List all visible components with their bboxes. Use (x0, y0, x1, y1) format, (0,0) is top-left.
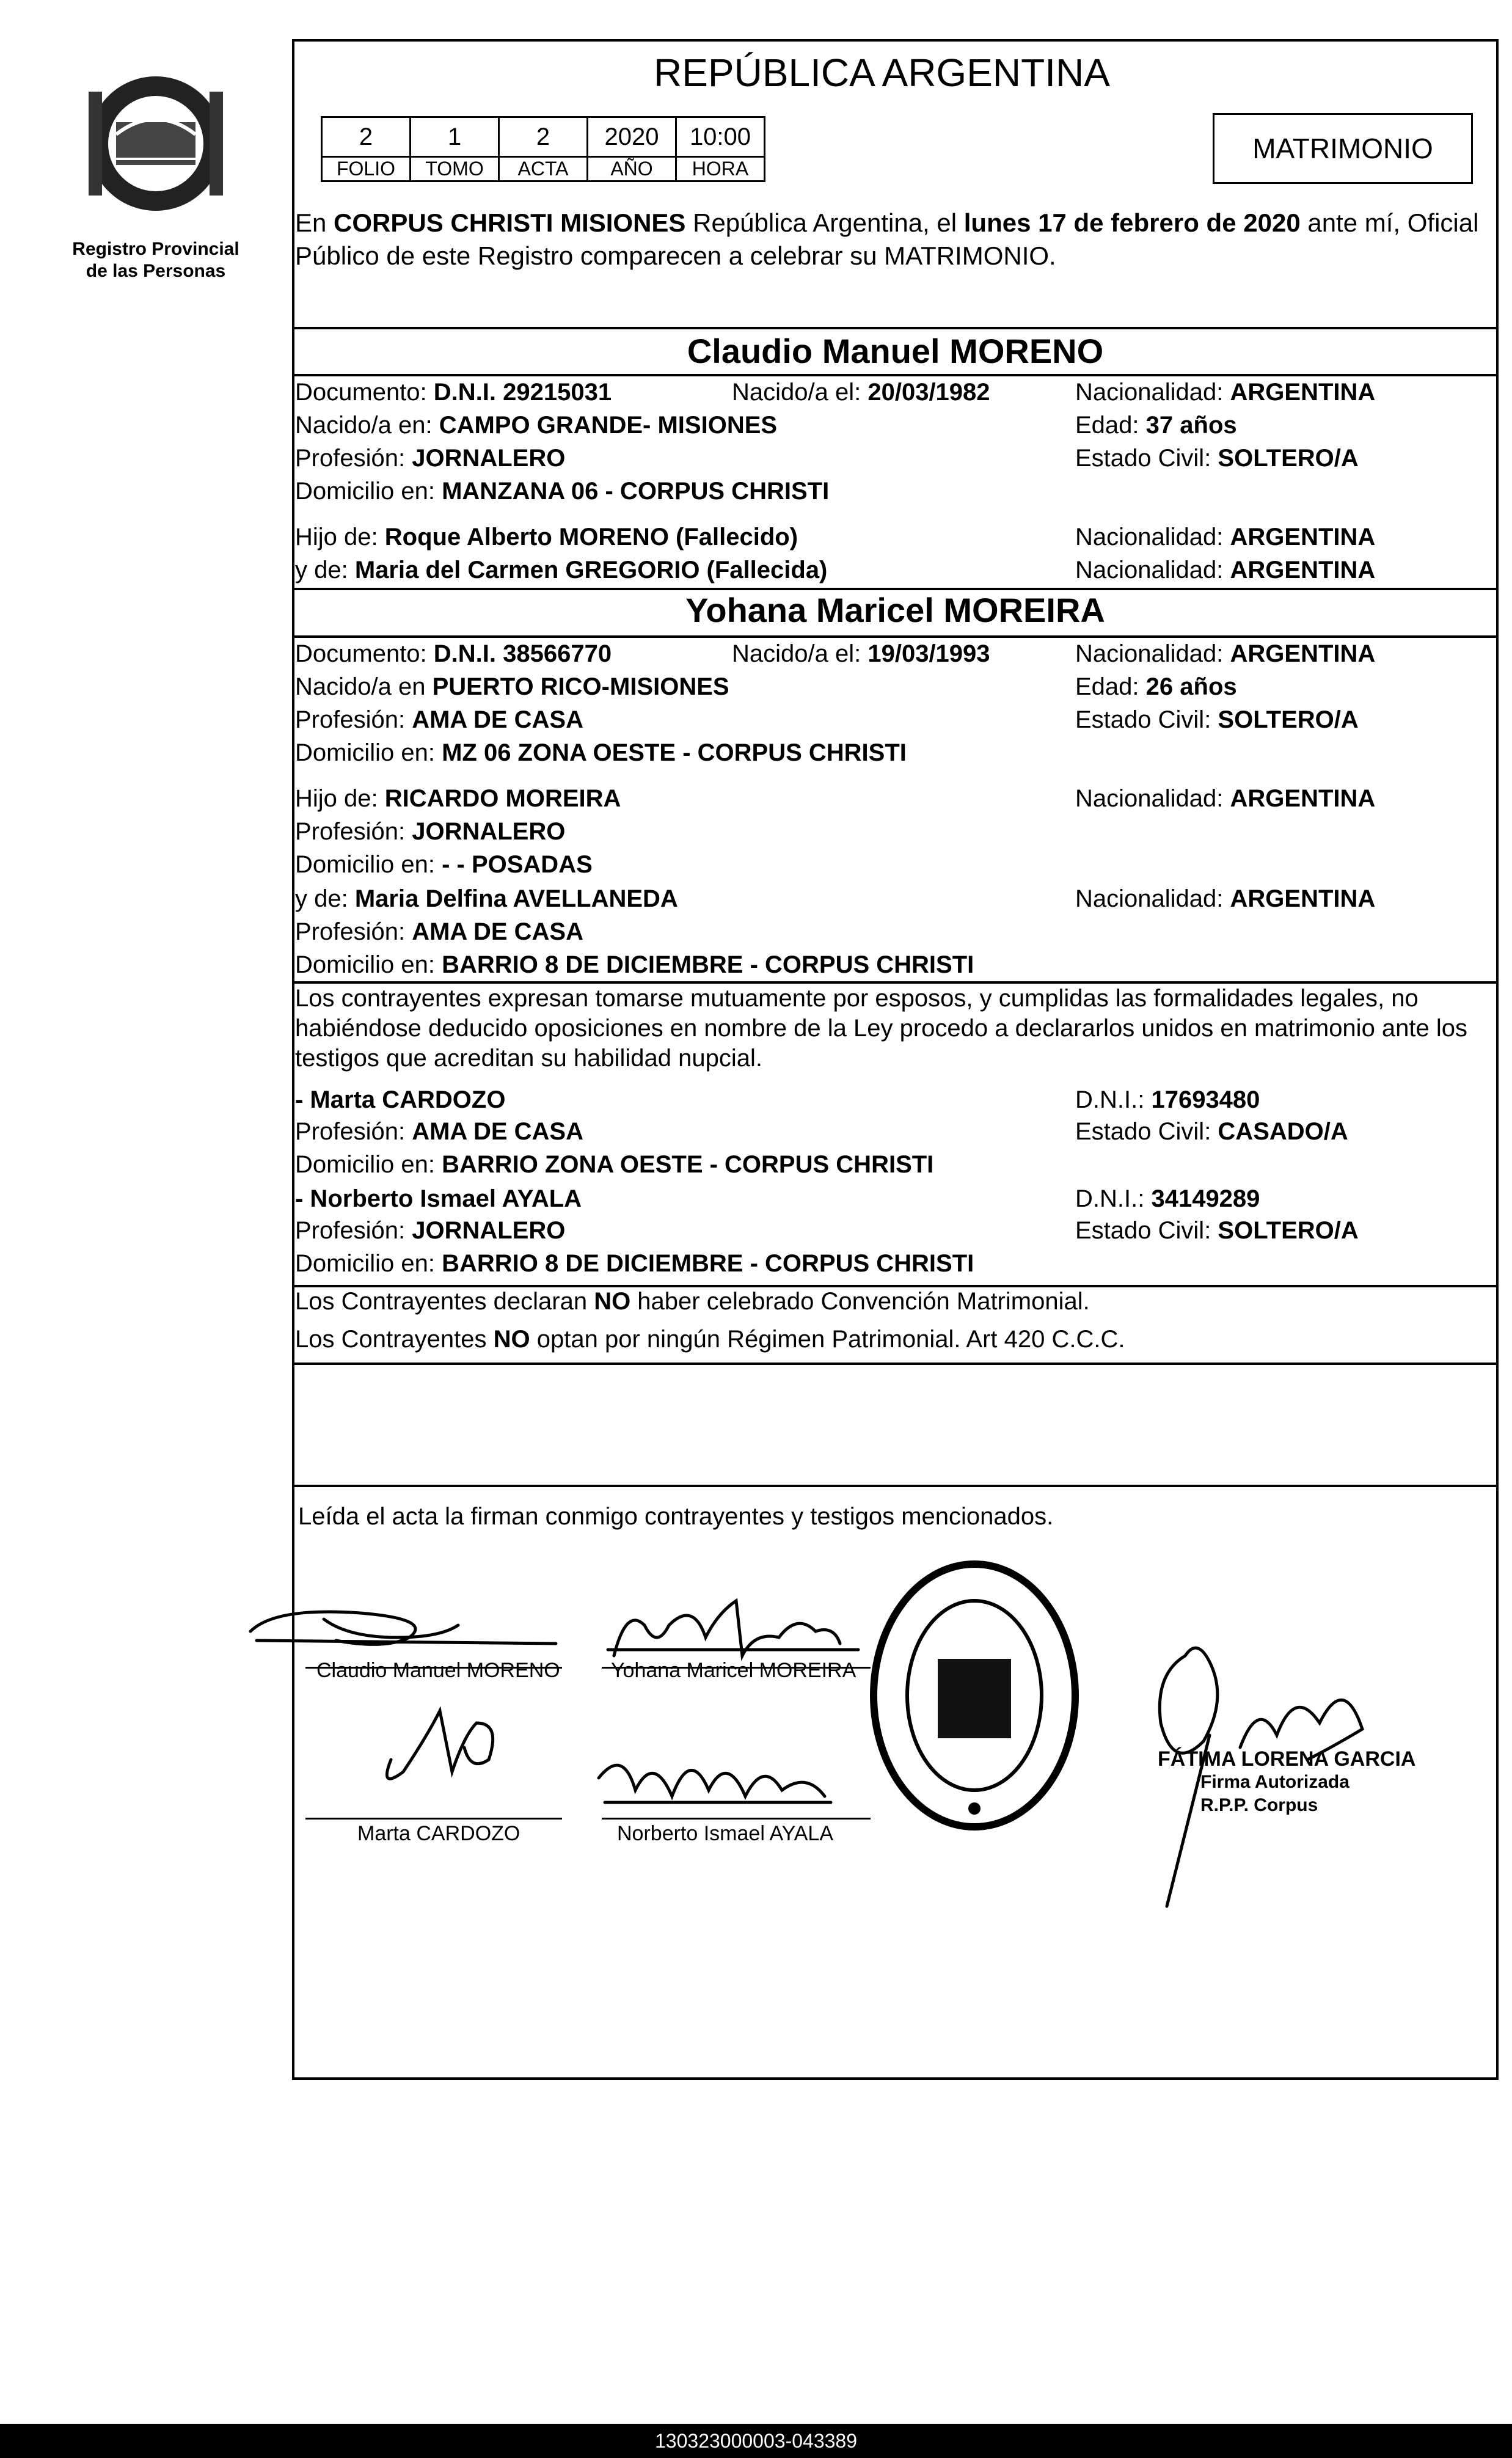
tomo-value: 1 (411, 117, 499, 157)
spouse2-nationality: Nacionalidad: ARGENTINA (1075, 640, 1376, 667)
spouse2-mother: y de: Maria Delfina AVELLANEDA (295, 885, 678, 912)
spouse2-father-domicile: Domicilio en: - - POSADAS (295, 851, 593, 878)
ano-label: AÑO (588, 157, 676, 181)
acta-label: ACTA (499, 157, 588, 181)
spouse1-doc: Documento: D.N.I. 29215031 (295, 379, 612, 406)
folio-value: 2 (322, 117, 411, 157)
official-signature-block (1158, 1747, 1415, 1817)
spouse2-mother-profession: Profesión: AMA DE CASA (295, 918, 583, 945)
signature-line-marta (305, 1818, 562, 1820)
divider (292, 327, 1499, 329)
spouse1-domicile: Domicilio en: MANZANA 06 - CORPUS CHRISTI (295, 478, 830, 505)
hora-value: 10:00 (676, 117, 765, 157)
declaration-paragraph: Los contrayentes expresan tomarse mutuamente por esposos, y cumplidas las formalidades legales, no habiéndose deducido oposiciones en nombre de la Ley procedo a declararlos unidos en matrimonio ante los testigos que acreditan su habilidad nupcial. (295, 985, 1468, 1072)
regime-line1: Los Contrayentes declaran NO haber celebrado Convención Matrimonial. (295, 1288, 1090, 1315)
divider (292, 1285, 1499, 1287)
witness2-name: - Norberto Ismael AYALA (295, 1185, 582, 1212)
spouse1-mother-nationality: Nacionalidad: ARGENTINA (1075, 557, 1376, 583)
divider (292, 1363, 1499, 1365)
spouse1-born: Nacido/a el: 20/03/1982 (732, 379, 990, 406)
spouse1-birthplace: Nacido/a en: CAMPO GRANDE- MISIONES (295, 412, 778, 439)
spouse2-father-nationality: Nacionalidad: ARGENTINA (1075, 785, 1376, 812)
spouse2-domicile: Domicilio en: MZ 06 ZONA OESTE - CORPUS CHRISTI (295, 739, 907, 766)
divider (292, 1485, 1499, 1487)
witness1-name: - Marta CARDOZO (295, 1086, 506, 1113)
tomo-label: TOMO (411, 157, 499, 181)
spouse2-father: Hijo de: RICARDO MOREIRA (295, 785, 621, 812)
registry-name-line1: Registro Provincial (72, 239, 239, 259)
intro-paragraph: En CORPUS CHRISTI MISIONES República Argentina, el lunes 17 de febrero de 2020 ante mí, Oficial Público de este Registro comparecen a celebrar su MATRIMONIO. (295, 208, 1479, 270)
witness2-civil: Estado Civil: SOLTERO/A (1075, 1217, 1359, 1244)
spouse1-age: Edad: 37 años (1075, 412, 1237, 439)
signature-line-norberto (602, 1818, 871, 1820)
province-logo (79, 67, 232, 220)
spouse2-born: Nacido/a el: 19/03/1993 (732, 640, 990, 667)
footer-code: 130323000003-043389 (0, 2424, 1512, 2458)
witness1-domicile: Domicilio en: BARRIO ZONA OESTE - CORPUS CHRISTI (295, 1151, 934, 1178)
spouse1-father-nationality: Nacionalidad: ARGENTINA (1075, 524, 1376, 550)
acta-value: 2 (499, 117, 588, 157)
spouse1-mother: y de: Maria del Carmen GREGORIO (Fallecida) (295, 557, 828, 583)
spouse2-civil: Estado Civil: SOLTERO/A (1075, 706, 1359, 733)
regime-line2: Los Contrayentes NO optan por ningún Régimen Patrimonial. Art 420 C.C.C. (295, 1326, 1125, 1353)
divider (292, 635, 1499, 638)
spouse1-civil: Estado Civil: SOLTERO/A (1075, 445, 1359, 472)
spouse1-father: Hijo de: Roque Alberto MORENO (Fallecido) (295, 524, 798, 550)
signature-marta (367, 1699, 519, 1796)
spouse2-profession: Profesión: AMA DE CASA (295, 706, 583, 733)
witness2-profession: Profesión: JORNALERO (295, 1217, 566, 1244)
witness1-civil: Estado Civil: CASADO/A (1075, 1118, 1348, 1145)
official-name: FÁTIMA LORENA GARCIA (1158, 1747, 1416, 1771)
witness1-profession: Profesión: AMA DE CASA (295, 1118, 583, 1145)
divider (292, 374, 1499, 376)
intro-date: lunes 17 de febrero de 2020 (963, 208, 1301, 237)
spouse1-nationality: Nacionalidad: ARGENTINA (1075, 379, 1376, 406)
spouse1-profession: Profesión: JORNALERO (295, 445, 566, 472)
ano-value: 2020 (588, 117, 676, 157)
spouse2-doc: Documento: D.N.I. 38566770 (295, 640, 612, 667)
signature-claudio (238, 1582, 568, 1668)
spouse2-age: Edad: 26 años (1075, 673, 1237, 700)
signature-name-marta: Marta CARDOZO (357, 1822, 520, 1845)
spouse2-father-profession: Profesión: JORNALERO (295, 818, 566, 845)
signature-name-claudio: Claudio Manuel MORENO (316, 1659, 560, 1682)
witness1-dni: D.N.I.: 17693480 (1075, 1086, 1260, 1113)
hora-label: HORA (676, 157, 765, 181)
official-role-2: R.P.P. Corpus (1200, 1795, 1318, 1815)
register-table (321, 116, 765, 182)
spouse2-mother-nationality: Nacionalidad: ARGENTINA (1075, 885, 1376, 912)
signature-norberto (586, 1735, 843, 1827)
closing-text: Leída el acta la firman conmigo contrayentes y testigos mencionados. (298, 1503, 1054, 1530)
spouse2-birthplace: Nacido/a en PUERTO RICO-MISIONES (295, 673, 729, 700)
official-stamp-icon (861, 1552, 1087, 1839)
intro-place: CORPUS CHRISTI MISIONES (334, 208, 686, 237)
witness2-domicile: Domicilio en: BARRIO 8 DE DICIEMBRE - CORPUS CHRISTI (295, 1250, 974, 1277)
official-role-1: Firma Autorizada (1200, 1772, 1349, 1792)
spouse2-name: Yohana Maricel MOREIRA (685, 591, 1105, 629)
doc-type-box: MATRIMONIO (1213, 113, 1473, 184)
spouse2-mother-domicile: Domicilio en: BARRIO 8 DE DICIEMBRE - CORPUS CHRISTI (295, 951, 974, 978)
registry-name-line2: de las Personas (86, 261, 226, 281)
page-title: REPÚBLICA ARGENTINA (654, 51, 1110, 95)
signature-name-yohana: Yohana Maricel MOREIRA (611, 1659, 856, 1682)
province-seal-icon (79, 67, 232, 220)
registry-name (52, 238, 260, 282)
signature-name-norberto: Norberto Ismael AYALA (617, 1822, 834, 1845)
spouse1-name: Claudio Manuel MORENO (687, 332, 1104, 370)
folio-label: FOLIO (322, 157, 411, 181)
witness2-dni: D.N.I.: 34149289 (1075, 1185, 1260, 1212)
